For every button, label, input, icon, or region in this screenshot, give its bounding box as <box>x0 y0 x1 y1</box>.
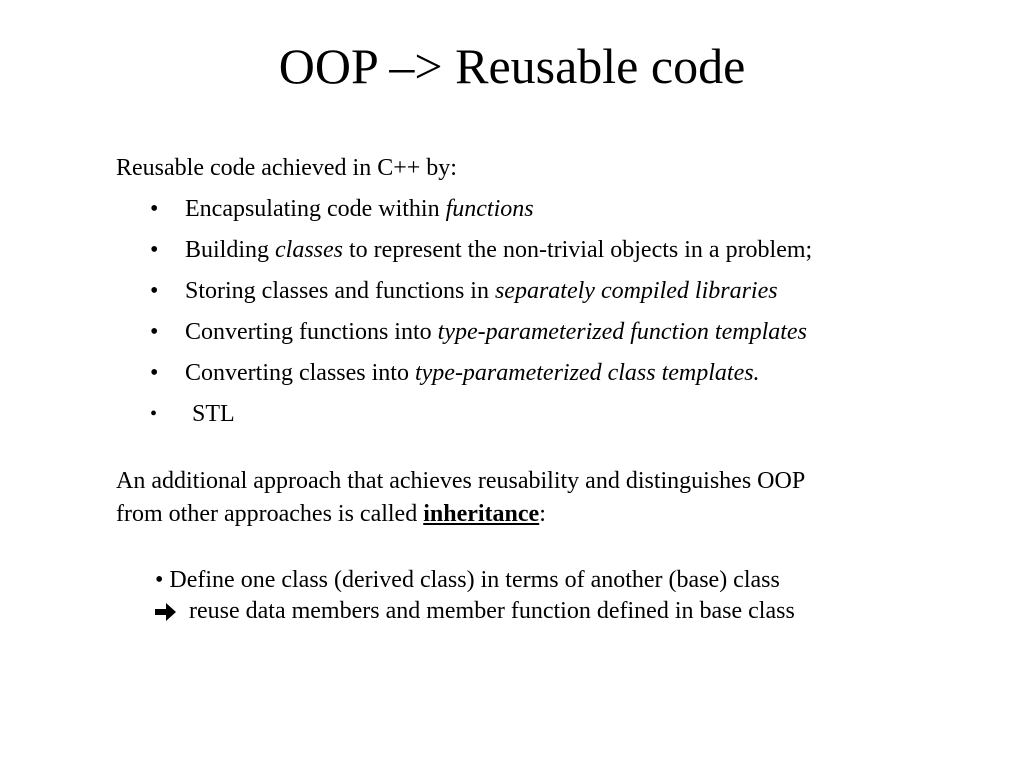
bullet-text: Converting functions into type-parameterized function templates <box>185 319 807 345</box>
bullet-marker: • <box>150 319 159 345</box>
detail-line: • Define one class (derived class) in terms of another (base) class <box>155 567 780 593</box>
bullet-marker: • <box>150 237 159 263</box>
bullet-marker: • <box>150 360 159 386</box>
slide-title: OOP –> Reusable code <box>278 38 746 94</box>
inheritance-paragraph <box>116 465 805 531</box>
bullet-text: Converting classes into type-parameterized class templates. <box>185 360 760 386</box>
bullet-text: Storing classes and functions in separately compiled libraries <box>185 278 778 304</box>
bullet-text: Building classes to represent the non-trivial objects in a problem; <box>185 237 813 263</box>
inheritance-keyword: inheritance <box>423 501 540 527</box>
bullet-marker: • <box>150 196 159 222</box>
bullet-marker: • <box>150 278 159 304</box>
right-arrow-icon <box>155 602 183 622</box>
bullet-marker: • <box>150 403 158 425</box>
bullet-text: STL <box>192 401 235 427</box>
bullet-text: Encapsulating code within functions <box>185 196 534 222</box>
inheritance-detail <box>155 565 795 627</box>
paragraph-line: An additional approach that achieves reusability and distinguishes OOP <box>116 468 806 494</box>
paragraph-line: from other approaches is called inheritance: <box>116 501 546 527</box>
detail-line: reuse data members and member function defined in base class <box>155 596 795 627</box>
intro-text: Reusable code achieved in C++ by: <box>116 155 457 181</box>
